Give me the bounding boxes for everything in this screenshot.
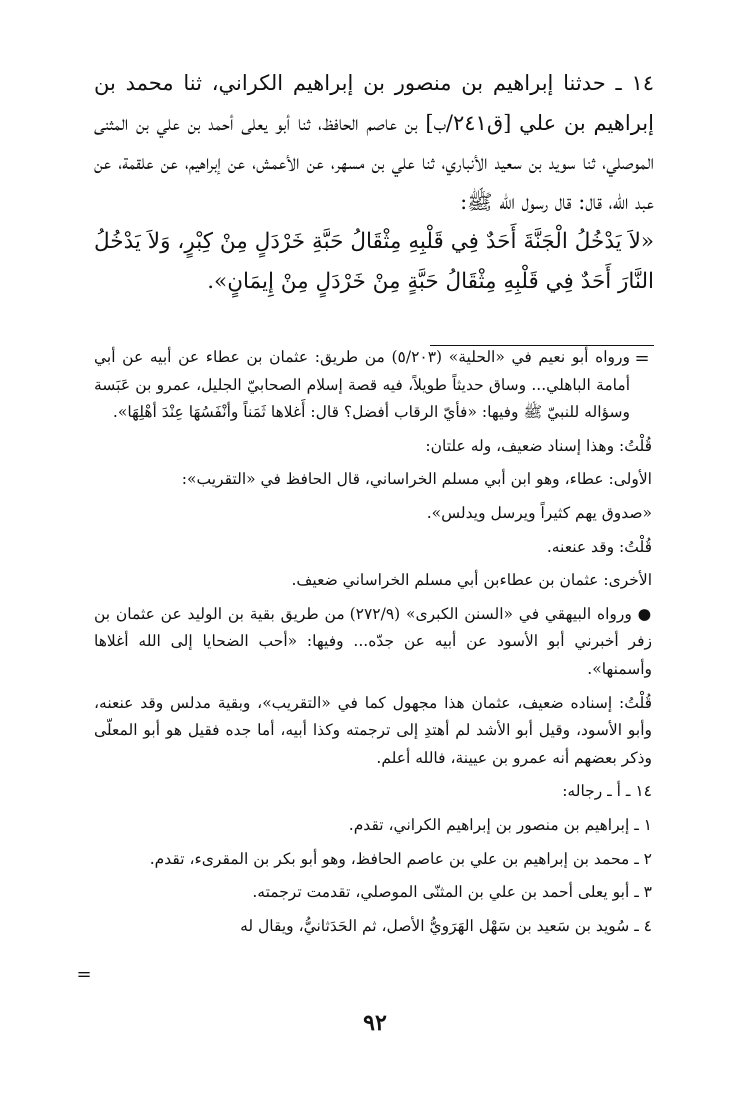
isnad-paragraph: ١٤ ـ حدثنا إبراهيم بن منصور بن إبراهيم الكراني، ثنا محمد بن إبراهيم بن علي [ق٢٤١/ب] بن عاصم الحافظ، ثنا أبو يعلى أحمد بن علي بن المثنى الموصلي، ثنا سويد بن سعيد الأنباري، ثنا علي بن مسهر، عن الأعمش، عن إبراهيم، عن علقمة، عن عبد الله، قال: قال رسول الله ﷺ: [94,71,654,214]
footnote-line: ١ ـ إبراهيم بن منصور بن إبراهيم الكراني، تقدم. [348,815,652,834]
footnote-line: قُلْتُ: وهذا إسناد ضعيف، وله علتان: [425,436,652,455]
footnote-line: ورواه أبو نعيم في «الحلية» (٥/٢٠٣) من طريق: عثمان بن عطاء عن أبيه عن أبي أمامة الباهلي... وساق حديثاً طويلاً، فيه قصة إسلام الصحابيّ الجليل، عمرو بن عَبَسة وسؤاله للنبيّ ﷺ وفيها: «فأيّ الرقاب أفضل؟ قال: أَغلاها ثَمَناً وأنْفَسُهَا عِنْدَ أهْلِهَا». [94,348,630,422]
footnote-line: الأخرى: عثمان بن عطاءبن أبي مسلم الخراساني ضعيف. [291,571,652,590]
hadith-matn: «لاَ يَدْخُلُ الْجَنَّةَ أَحَدٌ فِي قَلْبِهِ مِثْقَالُ حَبَّةِ خَرْدَلٍ مِنْ كِبْرٍ، وَلاَ يَدْخُلُ النَّارَ أَحَدٌ فِي قَلْبِهِ مِثْقَالُ حَبَّةٍ مِنْ خَرْدَلٍ مِنْ إِيمَانٍ». [94,229,654,294]
footnote-end-mark: = [76,964,92,985]
footnote-line: ٢ ـ محمد بن إبراهيم بن علي بن عاصم الحافظ، وهو أبو بكر بن المقرىء، تقدم. [149,849,652,868]
footnote-line: ٣ ـ أبو يعلى أحمد بن علي بن المثنّى الموصلي، تقدمت ترجمته. [252,883,652,902]
footnote-line: «صدوق يهم كثيراً ويرسل ويدلس». [426,503,652,522]
footnote-line: ٤ ـ سُويد بن سَعيد بن سَهْل الهَرَويُّ الأصل، ثم الحَدَثانيُّ، ويقال له [240,916,652,935]
footnote-line: الأولى: عطاء، وهو ابن أبي مسلم الخراساني، قال الحافظ في «التقريب»: [181,470,652,489]
page-number: ٩٢ [363,1010,387,1036]
footnote-line: قُلْتُ: إسناده ضعيف، عثمان هذا مجهول كما في «التقريب»، وبقية مدلس وقد عنعنه، وأبو الأسود، وقيل أبو الأشد لم أهتدِ إلى ترجمته وكذا أبيه، أما جده فقيل هو أبو المعلّى وذكر بعضهم أنه عمرو بن عيينة، فالله أعلم. [94,693,652,767]
footnote-line: ١٤ ـ أ ـ رجاله: [562,782,652,801]
hadith-text-block [94,64,654,301]
footnote-line: ● ورواه البيهقي في «السنن الكبرى» (٢٧٢/٩) من طريق بقية بن الوليد عن عثمان بن زفر أخبرني أبو الأسود عن أبيه عن جدّه... وفيها: «أحب الضحايا إلى الله أغلاها وأسمنها». [94,604,652,678]
footnote-continuation-mark: = [634,348,650,369]
footnote-line: قُلْتُ: وقد عنعنه. [546,537,652,556]
footnotes-block [94,344,652,940]
